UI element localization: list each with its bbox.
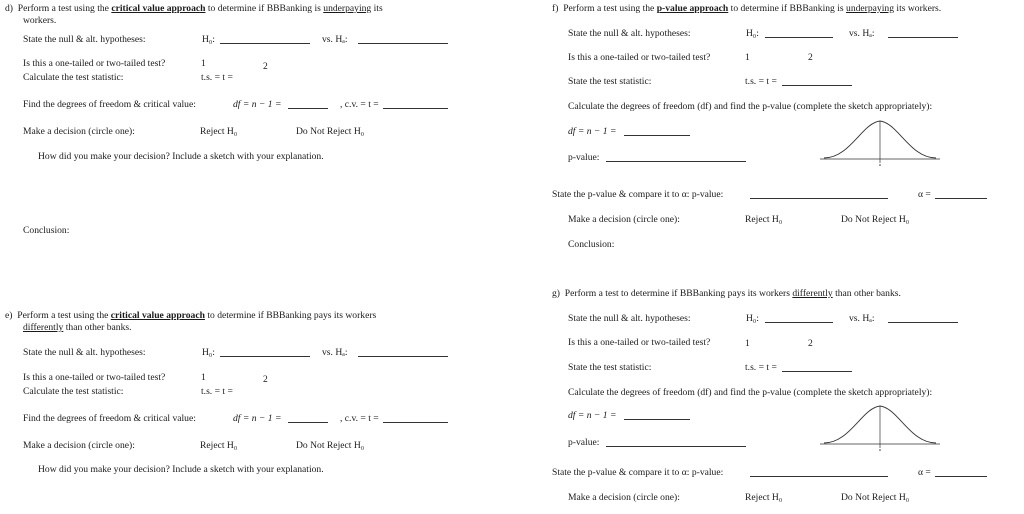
conclusion-label: Conclusion:: [568, 239, 615, 250]
decision-label: Make a decision (circle one):: [23, 126, 135, 137]
compare-pvalue-input[interactable]: [750, 476, 888, 477]
not-reject-option[interactable]: Do Not Reject H₀: [296, 440, 365, 451]
df-label: Find the degrees of freedom & critical value:: [23, 99, 196, 110]
decision-label: Make a decision (circle one):: [568, 214, 680, 225]
test-statistic-label: State the test statistic:: [568, 76, 652, 87]
bell-curve-sketch: [818, 402, 942, 454]
reject-option[interactable]: Reject H₀: [200, 440, 238, 451]
tail-option-two[interactable]: 2: [263, 374, 268, 385]
bell-curve-center-mark: [879, 449, 881, 451]
df-expr: df = n − 1 =: [233, 413, 282, 424]
tail-option-one[interactable]: 1: [201, 58, 206, 69]
test-statistic-label: State the test statistic:: [568, 362, 652, 373]
not-reject-option[interactable]: Do Not Reject H₀: [296, 126, 365, 137]
hypotheses-label: State the null & alt. hypotheses:: [568, 313, 691, 324]
decision-label: Make a decision (circle one):: [23, 440, 135, 451]
decision-label: Make a decision (circle one):: [568, 492, 680, 503]
bell-curve-center-mark: [879, 164, 881, 166]
h0-input[interactable]: [220, 356, 310, 357]
explain-prompt: How did you make your decision? Include a sketch with your explanation.: [38, 464, 324, 475]
pvalue-label: p-value:: [568, 152, 600, 163]
df-expr: df = n − 1 =: [568, 126, 617, 137]
test-statistic-expr: t.s. = t =: [201, 72, 233, 83]
pvalue-input[interactable]: [606, 161, 746, 162]
tail-option-two[interactable]: 2: [808, 52, 813, 63]
ha-label: vs. Hₐ:: [322, 34, 348, 45]
ha-label: vs. Hₐ:: [322, 347, 348, 358]
cv-input[interactable]: [383, 108, 448, 109]
h0-input[interactable]: [765, 37, 833, 38]
h0-label: H₀:: [746, 313, 759, 324]
tail-option-one[interactable]: 1: [201, 372, 206, 383]
test-statistic-label: Calculate the test statistic:: [23, 386, 124, 397]
h0-label: H₀:: [202, 347, 215, 358]
df-input[interactable]: [624, 135, 690, 136]
test-statistic-expr: t.s. = t =: [745, 362, 777, 373]
df-input[interactable]: [288, 422, 328, 423]
conclusion-label: Conclusion:: [23, 225, 70, 236]
df-expr: df = n − 1 =: [568, 410, 617, 421]
not-reject-option[interactable]: Do Not Reject H₀: [841, 214, 910, 225]
tail-option-two[interactable]: 2: [808, 338, 813, 349]
h0-input[interactable]: [765, 322, 833, 323]
df-expr: df = n − 1 =: [233, 99, 282, 110]
alpha-input[interactable]: [935, 476, 987, 477]
tail-question: Is this a one-tailed or two-tailed test?: [568, 52, 711, 63]
reject-option[interactable]: Reject H₀: [745, 214, 783, 225]
ha-label: vs. Hₐ:: [849, 313, 875, 324]
cv-expr: , c.v. = t =: [340, 99, 379, 110]
hypotheses-label: State the null & alt. hypotheses:: [568, 28, 691, 39]
tail-question: Is this a one-tailed or two-tailed test?: [23, 58, 166, 69]
ha-input[interactable]: [358, 356, 448, 357]
test-statistic-expr: t.s. = t =: [745, 76, 777, 87]
reject-option[interactable]: Reject H₀: [200, 126, 238, 137]
explain-prompt: How did you make your decision? Include a sketch with your explanation.: [38, 151, 324, 162]
alpha-label: α =: [918, 189, 931, 200]
ha-input[interactable]: [888, 322, 958, 323]
df-input[interactable]: [288, 108, 328, 109]
pvalue-input[interactable]: [606, 446, 746, 447]
tail-question: Is this a one-tailed or two-tailed test?: [23, 372, 166, 383]
df-label: Calculate the degrees of freedom (df) and find the p-value (complete the sketch appropriately):: [568, 387, 933, 398]
bell-curve-sketch: [818, 117, 942, 169]
compare-pvalue-input[interactable]: [750, 198, 888, 199]
tail-option-one[interactable]: 1: [745, 338, 750, 349]
cv-input[interactable]: [383, 422, 448, 423]
compare-label: State the p-value & compare it to α: p-value:: [552, 189, 724, 200]
hypotheses-label: State the null & alt. hypotheses:: [23, 34, 146, 45]
tail-option-two[interactable]: 2: [263, 61, 268, 72]
alpha-label: α =: [918, 467, 931, 478]
h0-label: H₀:: [746, 28, 759, 39]
hypotheses-label: State the null & alt. hypotheses:: [23, 347, 146, 358]
df-label: Calculate the degrees of freedom (df) and find the p-value (complete the sketch appropriately):: [568, 101, 933, 112]
test-statistic-label: Calculate the test statistic:: [23, 72, 124, 83]
pvalue-label: p-value:: [568, 437, 600, 448]
part-g-title: g) Perform a test to determine if BBBanking pays its workers differently than other banks.: [552, 288, 901, 299]
part-f-title: f) Perform a test using the p-value approach to determine if BBBanking is underpaying its workers.: [552, 3, 942, 14]
compare-label: State the p-value & compare it to α: p-value:: [552, 467, 724, 478]
tail-option-one[interactable]: 1: [745, 52, 750, 63]
part-e-title-line2: differently than other banks.: [23, 322, 132, 333]
ha-input[interactable]: [888, 37, 958, 38]
df-label: Find the degrees of freedom & critical value:: [23, 413, 196, 424]
test-statistic-expr: t.s. = t =: [201, 386, 233, 397]
not-reject-option[interactable]: Do Not Reject H₀: [841, 492, 910, 503]
test-statistic-input[interactable]: [782, 371, 852, 372]
part-d-title-line2: workers.: [23, 15, 57, 26]
ha-label: vs. Hₐ:: [849, 28, 875, 39]
h0-label: H₀:: [202, 34, 215, 45]
reject-option[interactable]: Reject H₀: [745, 492, 783, 503]
alpha-input[interactable]: [935, 198, 987, 199]
h0-input[interactable]: [220, 43, 310, 44]
ha-input[interactable]: [358, 43, 448, 44]
part-d-title: d) Perform a test using the critical value approach to determine if BBBanking is underpaying its: [5, 3, 383, 14]
df-input[interactable]: [624, 419, 690, 420]
part-e-title: e) Perform a test using the critical value approach to determine if BBBanking pays its workers: [5, 310, 377, 321]
tail-question: Is this a one-tailed or two-tailed test?: [568, 337, 711, 348]
test-statistic-input[interactable]: [782, 85, 852, 86]
cv-expr: , c.v. = t =: [340, 413, 379, 424]
